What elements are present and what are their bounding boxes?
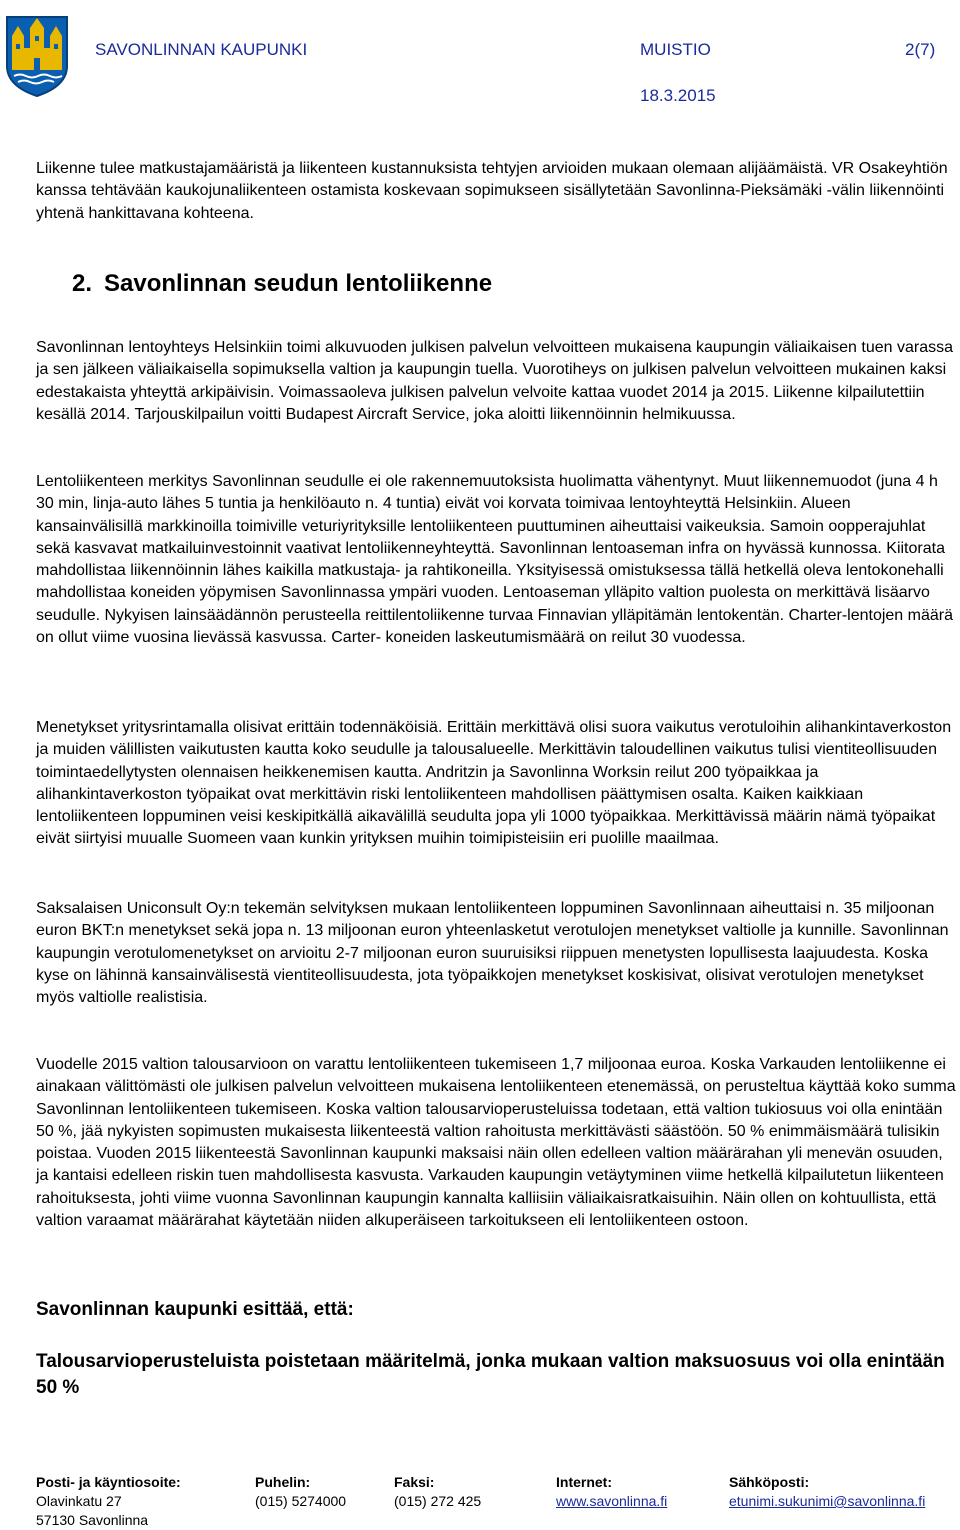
footer-internet — [556, 1473, 667, 1511]
intro-paragraph: Liikenne tulee matkustajamääristä ja liikenteen kustannuksista tehtyjen arvioiden mukaan olemaan alijäämäistä. VR Osakeyhtiön kanssa tehtävään kaukojunaliikenteen ostamista koskevaan sopimukseen sisällytetään Savonlinna-Pieksämäki -välin liikennöinti yhtenä hankittavana kohteena. — [36, 160, 948, 222]
section-title: Savonlinnan seudun lentoliikenne — [104, 270, 493, 297]
footer-phone-label: Puhelin: — [255, 1474, 311, 1490]
header-page-number: 2(7) — [905, 40, 936, 59]
proposal-text: Talousarvioperusteluista poistetaan määritelmä, jonka mukaan valtion maksuosuus voi olla enintään 50 % — [36, 1351, 945, 1398]
section-heading — [72, 270, 492, 298]
savonlinna-crest-icon — [4, 14, 70, 98]
footer-fax — [394, 1473, 481, 1511]
section-paragraph: Saksalaisen Uniconsult Oy:n tekemän selvityksen mukaan lentoliikenteen loppuminen Savonlinnaan aiheuttaisi n. 35 miljoonan euron BKT:n menetykset sekä jopa n. 13 miljoonan euron yhteenlasketut verotulojen menetykset valtiolle ja kunnille. Savonlinnan kaupungin verotulomenetykset on arvioitu 2-7 miljoonan euron suuruisiksi riippuen menetysten lopullisesta laajuudesta. Koska kyse on lähinnä kansainvälisestä vientiteollisuudesta, jota työpaikkojen menetykset koskisivat, olisivat verotulojen menetykset myös valtiolle realistisia. — [36, 900, 949, 1007]
footer-website-link[interactable]: www.savonlinna.fi — [556, 1493, 668, 1509]
section-paragraph: Vuodelle 2015 valtion talousarvioon on varattu lentoliikenteen tukemiseen 1,7 miljoonaa euroa. Koska Varkauden lentoliikenne ei ainakaan välittömästi ole julkisen palvelun velvoitteen mukaisena lentoliikenteen etenemässä, on perusteltua käyttää koko summa Savonlinnan lentoliikenteen tukemiseen. Koska valtion talousarvioperusteluissa todetaan, että valtion tukiosuus voi olla enintään 50 %, jää nykyisten sopimusten mukaisesta liikenteestä valtion rahoitusta merkittävästi säästöön. 50 % enimmäismäärä tulisikin poistaa. Vuoden 2015 liikenteestä Savonlinnan kaupunki maksaisi näin ollen edelleen valtion määrärahan yli menevän osuuden, ja kantaisi edelleen riskin tuen mahdollisesta kasvusta. Varkauden kaupungin vetäytyminen viime hetkellä kilpailutetun liikenteen rahoituksesta, johti viime vuonna Savonlinnan kaupungin kannalta kalliisiin väliaikaisratkaisuihin. Näin ollen on kohtuullista, että valtion varaamat määrärahat käytetään niiden alkuperäiseen tarkoitukseen eli lentoliikenteen ostoon. — [36, 1056, 956, 1230]
footer-email-link[interactable]: etunimi.sukunimi@savonlinna.fi — [729, 1493, 926, 1509]
footer-address — [36, 1473, 181, 1530]
section-paragraph: Lentoliikenteen merkitys Savonlinnan seudulle ei ole rakennemuutoksista huolimatta vähentynyt. Muut liikennemuodot (juna 4 h 30 min, linja-auto lähes 5 tuntia ja henkilöauto n. 4 tuntia) eivät voi korvata toimivaa lentoyhteyttä Helsinkiin. Alueen kansainvälisillä markkinoilla toimiville veturiyrityksille lentoliikenteen puuttuminen aiheuttaisi vaikeuksia. Samoin oopperajuhlat sekä kasvavat matkailuinvestoinnit vaativat lentoliikenneyhteyttä. Savonlinnan lentoaseman infra on hyvässä kunnossa. Kiitorata mahdollistaa liikennöinnin lähes kaikilla matkustaja- ja rahtikoneilla. Yksityisessä omistuksessa tällä hetkellä oleva lentokonehalli mahdollistaa koneiden yöpymisen Savonlinnassa ympäri vuoden. Lentoaseman ylläpito valtion puolesta on merkittävä lisäarvo seudulle. Nykyisen lainsäädännön perusteella reittilentoliikenne turvaa Finnavian ylläpitämän lentokentän. Charter-lentojen määrä on ollut viime vuosina lievässä kasvussa. Carter- koneiden laskeutumismäärä on reilut 30 vuodessa. — [36, 473, 953, 647]
section-number: 2. — [72, 270, 93, 297]
footer-fax-value: (015) 272 425 — [394, 1493, 482, 1509]
footer-phone-value: (015) 5274000 — [255, 1493, 347, 1509]
footer-fax-label: Faksi: — [394, 1474, 435, 1490]
footer-email-label: Sähköposti: — [729, 1474, 810, 1490]
header-organization: SAVONLINNAN KAUPUNKI — [95, 40, 308, 59]
footer-address-line2: 57130 Savonlinna — [36, 1512, 149, 1528]
proposal-heading: Savonlinnan kaupunki esittää, että: — [36, 1299, 354, 1320]
footer-address-line1: Olavinkatu 27 — [36, 1493, 122, 1509]
header-document-type: MUISTIO — [640, 40, 711, 59]
footer-email — [729, 1473, 925, 1511]
section-paragraph: Menetykset yritysrintamalla olisivat erittäin todennäköisiä. Erittäin merkittävä olisi suora vaikutus verotuloihin alihankintaverkoston ja muiden välillisten vaikutusten kautta koko seudulle ja talousalueelle. Merkittävin taloudellinen vaikutus tulisi vientiteollisuuden toimintaedellytysten olennaisen heikkenemisen kautta. Andritzin ja Savonlinna Worksin reilut 200 työpaikkaa ja alihankintaverkoston työpaikat ovat merkittävin riski lentoliikenteen mahdollisen päättymisen osalta. Kaiken kaikkiaan lentoliikenteen loppuminen veisi keskipitkällä aikavälillä seudulta jopa yli 1000 työpaikkaa. Merkittävissä määrin nämä työpaikat eivät siirtyisi muualle Suomeen vaan kunkin yrityksen muihin toimipisteisiin eri puolille maailmaa. — [36, 719, 952, 848]
footer-phone — [255, 1473, 346, 1511]
section-paragraph: Savonlinnan lentoyhteys Helsinkiin toimi alkuvuoden julkisen palvelun velvoitteen mukaisena kaupungin väliaikaisen tuen varassa ja sen jälkeen väliaikaisella sopimuksella valtion ja kaupungin tuella. Vuorotiheys on julkisen palvelun velvoitteen mukainen kaksi edestakaista yhteyttä arkipäivisin. Voimassaoleva julkisen palvelun velvoite kattaa vuodet 2014 ja 2015. Liikenne kilpailutettiin kesällä 2014. Tarjouskilpailun voitti Budapest Aircraft Service, joka aloitti liikennöinnin helmikuussa. — [36, 339, 953, 423]
footer-internet-label: Internet: — [556, 1474, 612, 1490]
footer-address-label: Posti- ja käyntiosoite: — [36, 1474, 181, 1490]
header-date: 18.3.2015 — [640, 86, 716, 105]
